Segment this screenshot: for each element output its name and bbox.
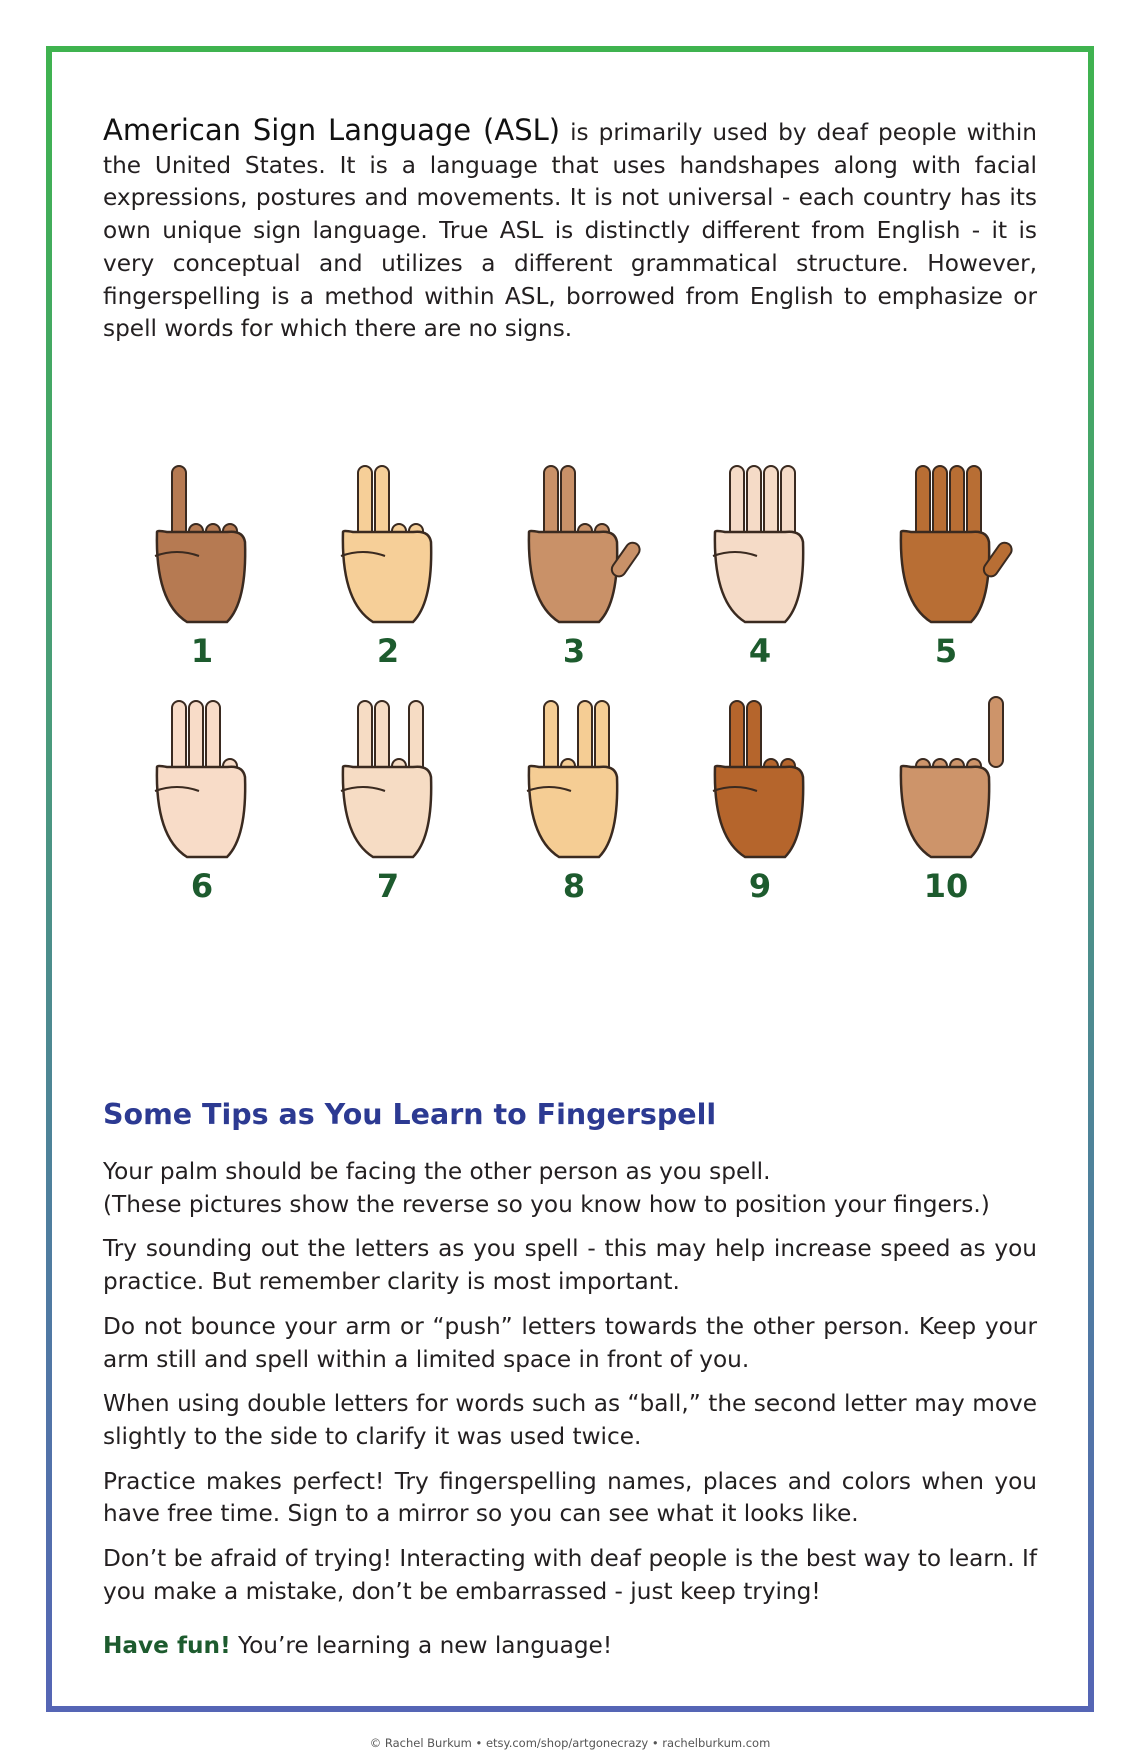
page-content [52, 52, 1088, 1706]
tip-text: Don’t be afraid of trying! Interacting with deaf people is the best way to learn. If you make a mistake, don’t be embarrassed - just keep trying! [103, 1545, 1037, 1605]
tip-text: Try sounding out the letters as you spell - this may help increase speed as you practice. But remember clarity is most important. [103, 1235, 1037, 1296]
tip-text: When using double letters for words such as “ball,” the second letter may move slightly to the side to clarify it was used twice. [103, 1390, 1037, 1450]
tips-heading: Some Tips as You Learn to Fingerspell [103, 1098, 717, 1131]
tips-list [103, 1156, 1037, 1620]
tip-afraid [103, 1543, 1037, 1608]
hand-icon [313, 687, 463, 867]
number-label: 2 [376, 632, 400, 670]
footer-credit: © Rachel Burkum • etsy.com/shop/artgonecrazy • rachelburkum.com [369, 1736, 771, 1750]
number-sign-5 [871, 452, 1021, 682]
tip-double-letters [103, 1388, 1037, 1453]
hand-icon [685, 687, 835, 867]
number-sign-1 [127, 452, 277, 682]
hand-icon [127, 452, 277, 632]
number-label: 6 [190, 867, 214, 905]
tip-practice [103, 1466, 1037, 1531]
number-sign-8 [499, 687, 649, 917]
number-label: 1 [190, 632, 214, 670]
number-sign-2 [313, 452, 463, 682]
number-label: 9 [748, 867, 772, 905]
number-sign-9 [685, 687, 835, 917]
hand-icon [871, 452, 1021, 632]
tip-palm [103, 1156, 1037, 1221]
number-label: 7 [376, 867, 400, 905]
have-fun-line [103, 1630, 612, 1662]
hand-icon [499, 452, 649, 632]
tip-sounding [103, 1233, 1037, 1298]
tip-bounce [103, 1311, 1037, 1376]
tip-text: Practice makes perfect! Try fingerspelling names, places and colors when you have free time. Sign to a mirror so you can see what it looks like. [103, 1467, 1037, 1528]
number-label: 4 [748, 632, 772, 670]
number-sign-6 [127, 687, 277, 917]
number-sign-10 [871, 687, 1021, 917]
number-sign-4 [685, 452, 835, 682]
intro-lead: American Sign Language (ASL) [103, 113, 561, 147]
number-sign-3 [499, 452, 649, 682]
number-signs-grid [92, 452, 1052, 932]
hand-icon [313, 452, 463, 632]
have-fun-bold: Have fun! [103, 1632, 231, 1659]
tip-text: (These pictures show the reverse so you know how to position your fingers.) [103, 1190, 990, 1218]
have-fun-text: You’re learning a new language! [230, 1632, 613, 1659]
number-sign-7 [313, 687, 463, 917]
number-label: 5 [934, 632, 958, 670]
page-border [46, 46, 1094, 1712]
tip-text: Do not bounce your arm or “push” letters towards the other person. Keep your arm still and spell within a limited space in front of you. [103, 1312, 1037, 1373]
hand-icon [871, 687, 1021, 867]
intro-paragraph [103, 114, 1037, 346]
hand-icon [127, 687, 277, 867]
number-label: 10 [923, 867, 969, 905]
hand-icon [499, 687, 649, 867]
number-label: 8 [562, 867, 586, 905]
tip-text: Your palm should be facing the other person as you spell. [103, 1158, 771, 1185]
number-label: 3 [562, 632, 586, 670]
hand-icon [685, 452, 835, 632]
intro-text: is primarily used by deaf people within the United States. It is a language that uses handshapes along with facial expressions, postures and movements. It is not universal - each country has its own unique sign language. True ASL is distinctly different from English - it is very conceptual and utilizes a different grammatical structure. However, fingerspelling is a method within ASL, borrowed from English to emphasize or spell words for which there are no signs. [103, 119, 1037, 343]
